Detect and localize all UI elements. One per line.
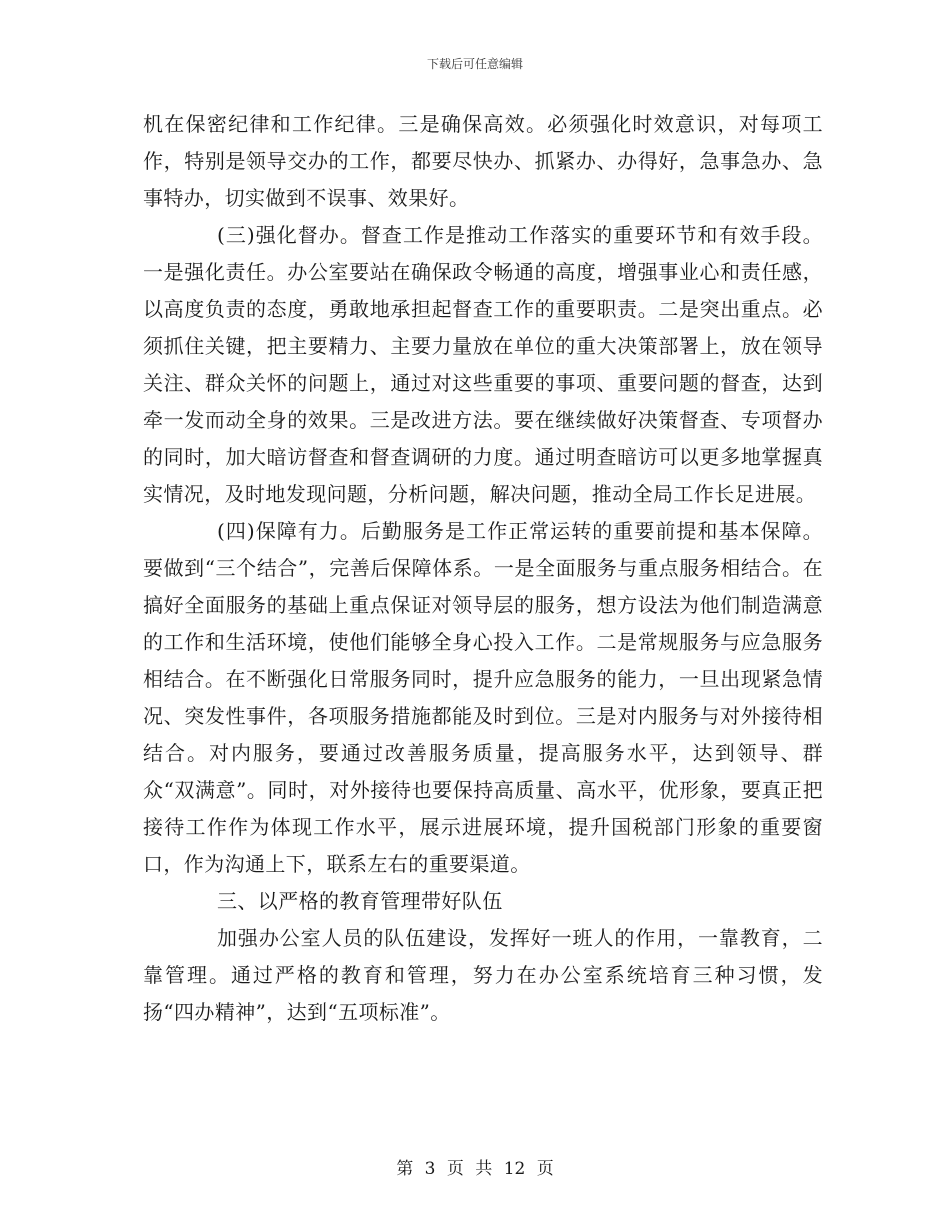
page-header: 下载后可任意编辑 <box>426 57 523 71</box>
paragraph-team-building: 加强办公室人员的队伍建设，发挥好一班人的作用，一靠教育，二靠管理。通过严格的教育和管理，努力在办公室系统培育三种习惯，发扬“四办精神”，达到“五项标准”。 <box>143 926 823 1024</box>
page-number: 第 3 页 共 12 页 <box>396 1159 554 1179</box>
paragraph-continuation: 机在保密纪律和工作纪律。三是确保高效。必须强化时效意识，对每项工作，特别是领导交办的工作，都要尽快办、抓紧办、办得好，急事急办、急事特办，切实做到不误事、效果好。 <box>143 112 823 210</box>
paragraph-logistics: (四)保障有力。后勤服务是工作正常运转的重要前提和基本保障。要做到“三个结合”，完善后保障体系。一是全面服务与重点服务相结合。在搞好全面服务的基础上重点保证对领导层的服务，想方设法为他们制造满意的工作和生活环境，使他们能够全身心投入工作。二是常规服务与应急服务相结合。在不断强化日常服务同时，提升应急服务的能力，一旦出现紧急情况、突发性事件，各项服务措施都能及时到位。三是对内服务与对外接待相结合。对内服务，要通过改善服务质量，提高服务水平，达到领导、群众“双满意”。同时，对外接待也要保持高质量、高水平，优形象，要真正把接待工作作为体现工作水平，展示进展环境，提升国税部门形象的重要窗口，作为沟通上下，联系左右的重要渠道。 <box>143 519 823 876</box>
paragraph-supervision: (三)强化督办。督查工作是推动工作落实的重要环节和有效手段。一是强化责任。办公室要站在确保政令畅通的高度，增强事业心和责任感，以高度负责的态度，勇敢地承担起督查工作的重要职责。二是突出重点。必须抓住关键，把主要精力、主要力量放在单位的重大决策部署上，放在领导关注、群众关怀的问题上，通过对这些重要的事项、重要问题的督查，达到牵一发而动全身的效果。三是改进方法。要在继续做好决策督查、专项督办的同时，加大暗访督查和督查调研的力度。通过明查暗访可以更多地掌握真实情况，及时地发现问题，分析问题，解决问题，推动全局工作长足进展。 <box>143 223 823 506</box>
document-body <box>143 106 823 1031</box>
section-heading: 三、以严格的教育管理带好队伍 <box>217 889 503 913</box>
